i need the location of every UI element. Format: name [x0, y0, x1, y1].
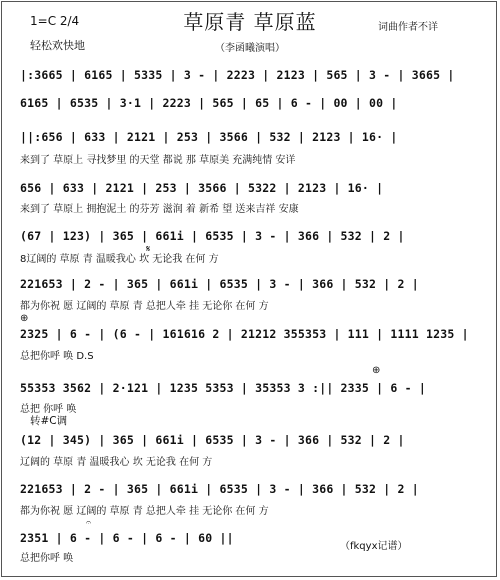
score-notes-4: 656 | 633 | 2121 | 253 | 3566 | 5322 | 2123 | 16· |	[20, 181, 384, 195]
key-signature: 1=C 2/4	[30, 14, 80, 28]
score-notes-5: (67 | 123) | 365 | 661i | 6535 | 3 - | 366 | 532 | 2 |	[20, 229, 405, 243]
modulation-marking: 转#C调	[30, 415, 68, 427]
score-notes-7: 2325 | 6 - | (6 - | 161616 2 | 21212 355353 | 111 | 1111 1235 |	[20, 327, 469, 341]
author-credit: 词曲作者不详	[378, 22, 438, 33]
coda-symbol-mid: ⊕	[372, 365, 381, 376]
lyrics-4: 来到了 草原上 拥抱泥土 的芬芳 滋润 着 新希 望 送来吉祥 安康	[20, 204, 299, 215]
score-notes-9: (12 | 345) | 365 | 661i | 6535 | 3 - | 366 | 532 | 2 |	[20, 433, 405, 447]
tempo-marking: 轻松欢快地	[30, 39, 85, 52]
lyrics-11: 总把你呼 唤	[20, 553, 74, 564]
lyrics-6: 都为你祝 愿 辽阔的 草原 青 总把人牵 挂 无论你 在何 方	[20, 301, 269, 312]
singer-credit: （李函曦演唱）	[215, 43, 285, 54]
song-title: 草原青 草原蓝	[183, 10, 317, 34]
lyrics-10: 都为你祝 愿 辽阔的 草原 青 总把人牵 挂 无论你 在何 方	[20, 506, 269, 517]
score-notes-11: 2351 | 6 - | 6 - | 6 - | 60 ||	[20, 531, 234, 545]
lyrics-5: 8辽阔的 草原 青 温暖我心 坎 无论我 在何 方	[20, 254, 219, 265]
score-notes-1: |:3665 | 6165 | 5335 | 3 - | 2223 | 2123 | 565 | 3 - | 3665 |	[20, 68, 455, 82]
score-notes-2: 6165 | 6535 | 3·1 | 2223 | 565 | 65 | 6 - | 00 | 00 |	[20, 96, 398, 110]
score-notes-3: ||:656 | 633 | 2121 | 253 | 3566 | 532 | 2123 | 16· |	[20, 130, 398, 144]
score-notes-8: 55353 3562 | 2·121 | 1235 5353 | 35353 3 :|| 2335 | 6 - |	[20, 381, 427, 395]
fermata-symbol: 𝄐	[86, 518, 92, 528]
coda-symbol-left: ⊕	[20, 313, 29, 324]
lyrics-7: 总把你呼 唤 D.S	[20, 351, 94, 362]
transcriber-credit: （fkqyx记谱）	[340, 541, 408, 552]
segno-symbol: 𝄋	[146, 244, 151, 255]
lyrics-9: 辽阔的 草原 青 温暖我心 坎 无论我 在何 方	[20, 457, 213, 468]
score-notes-6: 221653 | 2 - | 365 | 661i | 6535 | 3 - | 366 | 532 | 2 |	[20, 277, 419, 291]
lyrics-8: 总把 你呼 唤	[20, 404, 77, 415]
lyrics-3: 来到了 草原上 寻找梦里 的天堂 都说 那 草原美 充满纯情 安详	[20, 155, 296, 166]
score-notes-10: 221653 | 2 - | 365 | 661i | 6535 | 3 - | 366 | 532 | 2 |	[20, 482, 419, 496]
